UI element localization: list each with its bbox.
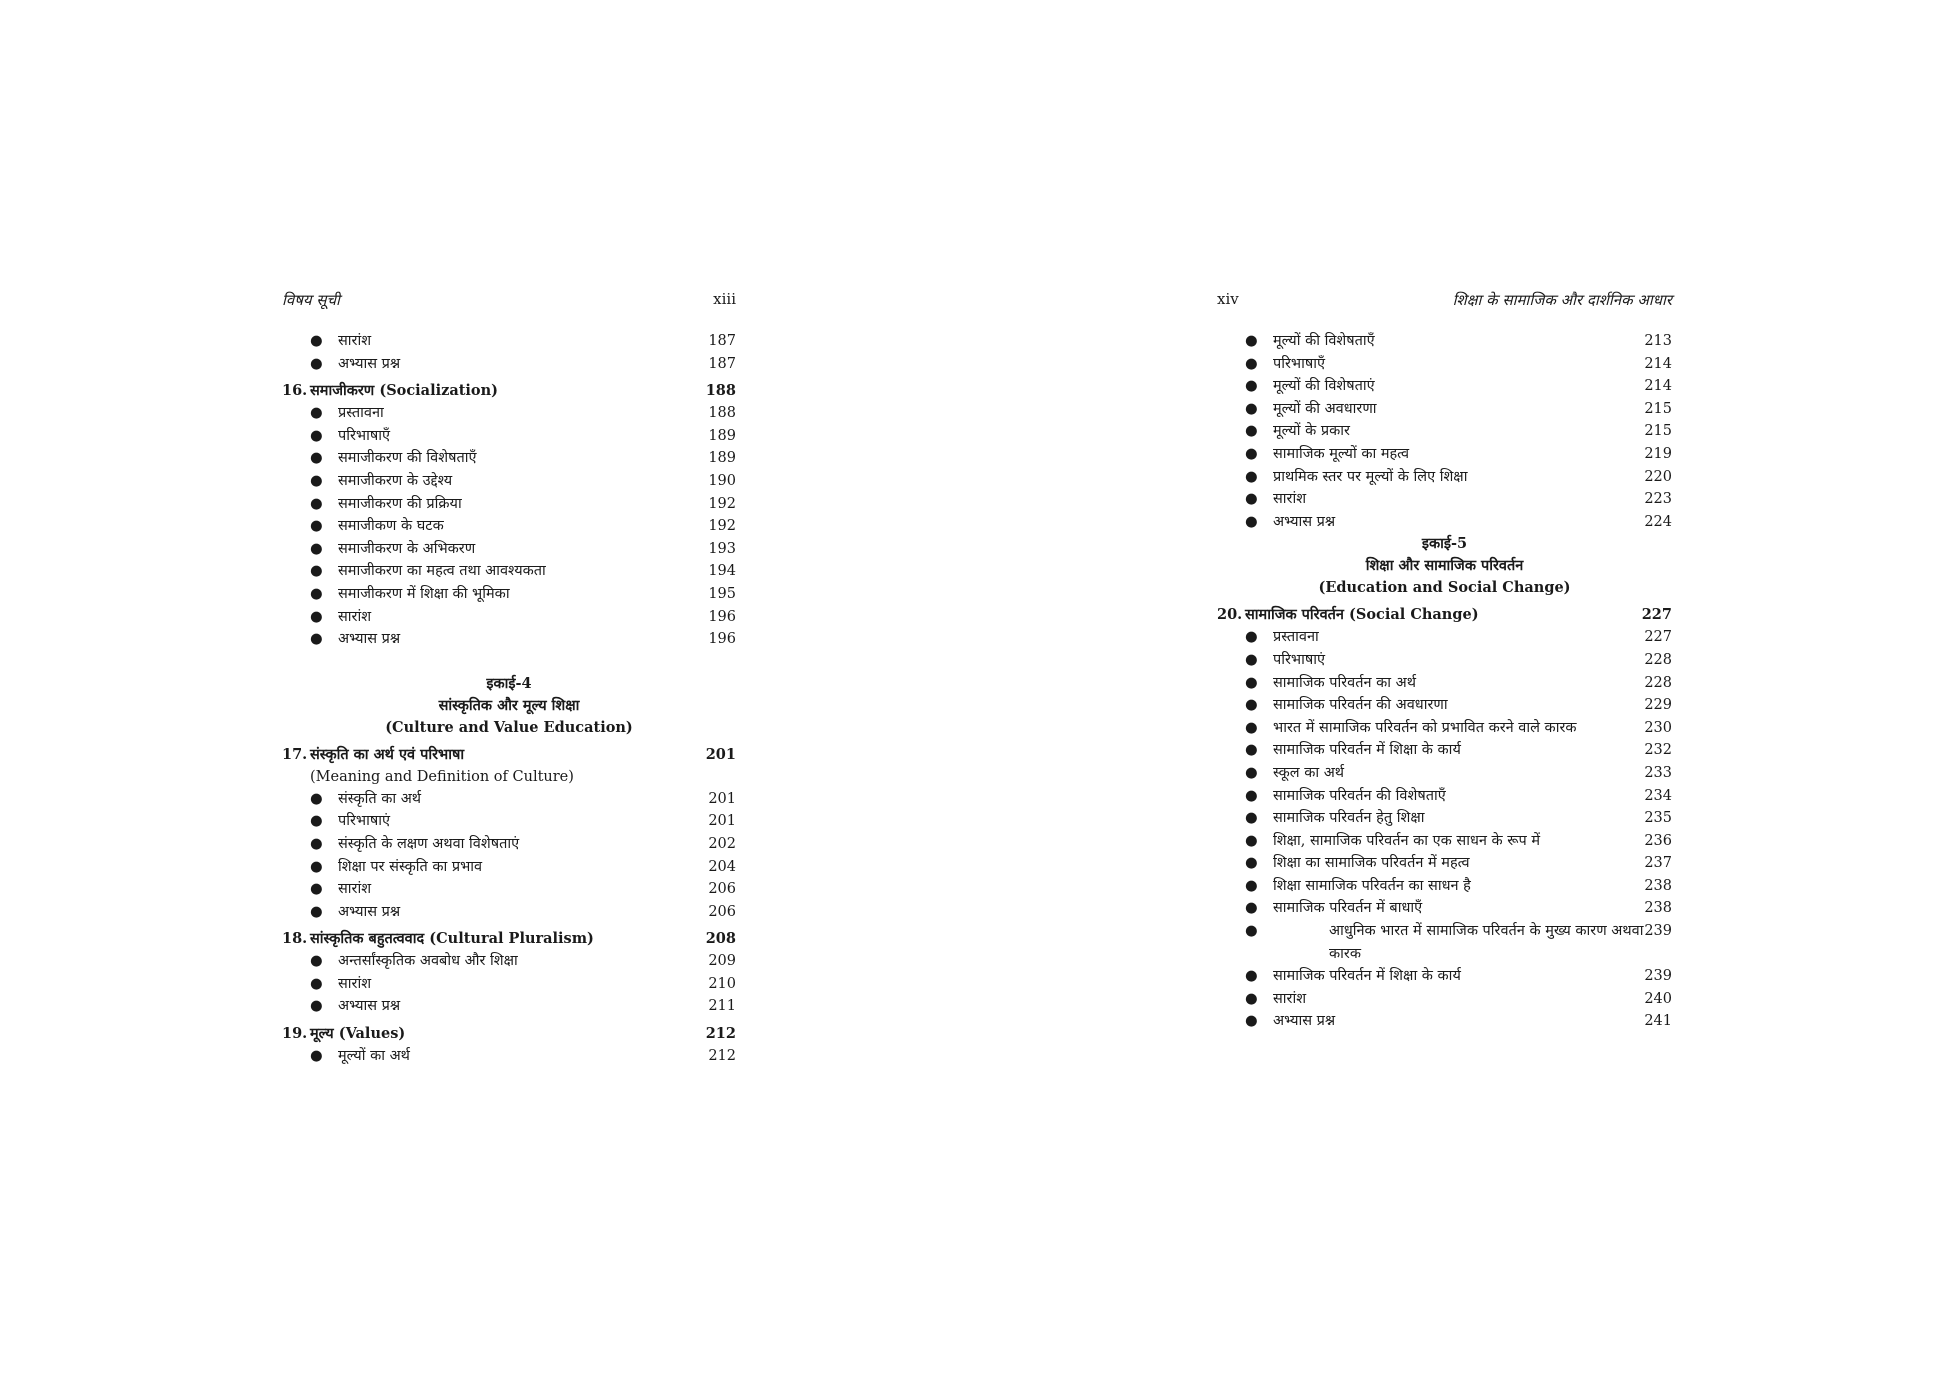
toc-entry: ● अन्तर्सांस्कृतिक अवबोध और शिक्षा 209 xyxy=(282,950,736,973)
bullet-icon: ● xyxy=(310,998,323,1015)
toc-entry: ● भारत में सामाजिक परिवर्तन को प्रभावित करने वाले कारक 230 xyxy=(1217,717,1672,740)
chapter-heading: 17. संस्कृति का अर्थ एवं परिभाषा 201 xyxy=(282,745,736,763)
unit-subtitle: (Culture and Value Education) xyxy=(385,718,633,736)
toc-entry: ● समाजीकरण के उद्देश्य 190 xyxy=(282,470,736,493)
toc-entry: ● परिभाषाएँ 189 xyxy=(282,425,736,448)
bullet-icon: ● xyxy=(310,975,323,992)
bullet-icon: ● xyxy=(1245,810,1258,827)
toc-entry: ● सामाजिक परिवर्तन का अर्थ 228 xyxy=(1217,672,1672,695)
toc-entry: ● सारांश 196 xyxy=(282,606,736,629)
bullet-icon: ● xyxy=(310,858,323,875)
bullet-icon: ● xyxy=(1245,651,1258,668)
bullet-icon: ● xyxy=(310,495,323,512)
toc-entry: ● मूल्यों की विशेषताएँ 213 xyxy=(1217,330,1672,353)
toc-entry: ● सारांश 206 xyxy=(282,878,736,901)
bullet-icon: ● xyxy=(1245,742,1258,759)
toc-entry: ● शिक्षा का सामाजिक परिवर्तन में महत्व 237 xyxy=(1217,852,1672,875)
toc-entry: ● सारांश 223 xyxy=(1217,488,1672,511)
toc-entry: ● अभ्यास प्रश्न 224 xyxy=(1217,511,1672,534)
bullet-icon: ● xyxy=(1245,900,1258,917)
toc-entry: ● शिक्षा पर संस्कृति का प्रभाव 204 xyxy=(282,856,736,879)
chapter-heading: 18. सांस्कृतिक बहुतत्ववाद (Cultural Pluralism) 208 xyxy=(282,930,736,948)
toc-entry: ● अभ्यास प्रश्न 241 xyxy=(1217,1010,1672,1033)
bullet-icon: ● xyxy=(1245,877,1258,894)
bullet-icon: ● xyxy=(310,427,323,444)
toc-entry: ● संस्कृति के लक्षण अथवा विशेषताएं 202 xyxy=(282,833,736,856)
toc-entry: ● शिक्षा सामाजिक परिवर्तन का साधन है 238 xyxy=(1217,875,1672,898)
bullet-icon: ● xyxy=(1245,378,1258,395)
bullet-icon: ● xyxy=(310,472,323,489)
left-toc xyxy=(282,330,736,1068)
bullet-icon: ● xyxy=(1245,513,1258,530)
toc-entry: ● समाजीकरण में शिक्षा की भूमिका 195 xyxy=(282,583,736,606)
toc-entry: ● अभ्यास प्रश्न 196 xyxy=(282,628,736,651)
toc-entry: ● मूल्यों की विशेषताएं 214 xyxy=(1217,375,1672,398)
toc-entry: ● सामाजिक परिवर्तन में शिक्षा के कार्य 239 xyxy=(1217,965,1672,988)
right-toc xyxy=(1217,330,1672,1033)
bullet-icon: ● xyxy=(310,631,323,648)
bullet-icon: ● xyxy=(1245,674,1258,691)
toc-entry: ● अभ्यास प्रश्न 211 xyxy=(282,995,736,1018)
bullet-icon: ● xyxy=(1245,491,1258,508)
toc-entry: ● समाजीकरण के अभिकरण 193 xyxy=(282,538,736,561)
bullet-icon: ● xyxy=(1245,423,1258,440)
bullet-icon: ● xyxy=(310,881,323,898)
bullet-icon: ● xyxy=(310,405,323,422)
right-page-header xyxy=(1217,290,1672,314)
bullet-icon: ● xyxy=(310,608,323,625)
toc-entry: ● सारांश 187 xyxy=(282,330,736,353)
bullet-icon: ● xyxy=(1245,445,1258,462)
toc-entry: ● संस्कृति का अर्थ 201 xyxy=(282,788,736,811)
unit-label: इकाई-5 xyxy=(1421,535,1468,553)
bullet-icon: ● xyxy=(310,790,323,807)
bullet-icon: ● xyxy=(310,953,323,970)
bullet-icon: ● xyxy=(310,563,323,580)
toc-entry: ● शिक्षा, सामाजिक परिवर्तन का एक साधन के रूप में 236 xyxy=(1217,830,1672,853)
toc-entry: ● परिभाषाएं 228 xyxy=(1217,649,1672,672)
toc-entry: ● सामाजिक मूल्यों का महत्व 219 xyxy=(1217,443,1672,466)
chapter-heading: 16. समाजीकरण (Socialization) 188 xyxy=(282,382,736,400)
bullet-icon: ● xyxy=(1245,355,1258,372)
chapter-heading: 20. सामाजिक परिवर्तन (Social Change) 227 xyxy=(1217,606,1672,624)
running-title: शिक्षा के सामाजिक और दार्शनिक आधार xyxy=(1452,291,1672,309)
bullet-icon: ● xyxy=(1245,400,1258,417)
bullet-icon: ● xyxy=(1245,855,1258,872)
bullet-icon: ● xyxy=(1245,923,1258,940)
bullet-icon: ● xyxy=(1245,697,1258,714)
bullet-icon: ● xyxy=(310,1048,323,1065)
toc-entry: ● सामाजिक परिवर्तन की विशेषताएँ 234 xyxy=(1217,785,1672,808)
bullet-icon: ● xyxy=(310,333,323,349)
toc-entry: ● मूल्यों की अवधारणा 215 xyxy=(1217,398,1672,421)
toc-entry: ● सामाजिक परिवर्तन हेतु शिक्षा 235 xyxy=(1217,807,1672,830)
toc-entry: ● सारांश 240 xyxy=(1217,988,1672,1011)
chapter-heading: 19. मूल्य (Values) 212 xyxy=(282,1025,736,1043)
bullet-icon: ● xyxy=(1245,1013,1258,1030)
bullet-icon: ● xyxy=(1245,787,1258,804)
toc-entry: ● समाजीकण के घटक 192 xyxy=(282,515,736,538)
bullet-icon: ● xyxy=(310,450,323,467)
toc-entry: ● आधुनिक भारत में सामाजिक परिवर्तन के मुख्य कारण अथवा कारक 239 xyxy=(1217,920,1672,965)
bullet-icon: ● xyxy=(1245,990,1258,1007)
toc-entry: ● सामाजिक परिवर्तन में बाधाएँ 238 xyxy=(1217,897,1672,920)
toc-entry: ● समाजीकरण की विशेषताएँ 189 xyxy=(282,447,736,470)
page-number: xiv xyxy=(1217,290,1239,308)
toc-entry: ● सामाजिक परिवर्तन में शिक्षा के कार्य 232 xyxy=(1217,739,1672,762)
toc-entry: ● अभ्यास प्रश्न 206 xyxy=(282,901,736,924)
bullet-icon: ● xyxy=(1245,764,1258,781)
bullet-icon: ● xyxy=(1245,468,1258,485)
running-title: विषय सूची xyxy=(282,291,340,309)
toc-entry: ● मूल्यों के प्रकार 215 xyxy=(1217,420,1672,443)
toc-entry: ● मूल्यों का अर्थ 212 xyxy=(282,1045,736,1068)
bullet-icon: ● xyxy=(310,585,323,602)
toc-entry: ● सारांश 210 xyxy=(282,973,736,996)
chapter-subtitle: (Meaning and Definition of Culture) xyxy=(310,768,574,785)
bullet-icon: ● xyxy=(1245,719,1258,736)
unit-label: इकाई-4 xyxy=(486,674,532,692)
toc-entry: ● अभ्यास प्रश्न 187 xyxy=(282,353,736,376)
bullet-icon: ● xyxy=(1245,832,1258,849)
toc-entry: ● समाजीकरण का महत्व तथा आवश्यकता 194 xyxy=(282,560,736,583)
unit-title: सांस्कृतिक और मूल्य शिक्षा xyxy=(438,696,580,714)
toc-entry: ● प्राथमिक स्तर पर मूल्यों के लिए शिक्षा 220 xyxy=(1217,466,1672,489)
toc-entry: ● परिभाषाएं 201 xyxy=(282,810,736,833)
bullet-icon: ● xyxy=(310,903,323,920)
toc-entry: ● समाजीकरण की प्रक्रिया 192 xyxy=(282,493,736,516)
bullet-icon: ● xyxy=(1245,968,1258,985)
bullet-icon: ● xyxy=(310,355,323,372)
bullet-icon: ● xyxy=(310,835,323,852)
bullet-icon: ● xyxy=(1245,629,1258,646)
toc-entry: ● परिभाषाएँ 214 xyxy=(1217,353,1672,376)
bullet-icon: ● xyxy=(1245,333,1258,349)
toc-entry: ● सामाजिक परिवर्तन की अवधारणा 229 xyxy=(1217,694,1672,717)
toc-entry: ● स्कूल का अर्थ 233 xyxy=(1217,762,1672,785)
unit-subtitle: (Education and Social Change) xyxy=(1318,579,1571,597)
bullet-icon: ● xyxy=(310,813,323,830)
unit-title: शिक्षा और सामाजिक परिवर्तन xyxy=(1365,557,1524,575)
toc-entry: ● प्रस्तावना 188 xyxy=(282,402,736,425)
bullet-icon: ● xyxy=(310,540,323,557)
bullet-icon: ● xyxy=(310,518,323,535)
page-number: xiii xyxy=(713,290,736,308)
left-page-header xyxy=(282,290,736,314)
toc-entry: ● प्रस्तावना 227 xyxy=(1217,626,1672,649)
